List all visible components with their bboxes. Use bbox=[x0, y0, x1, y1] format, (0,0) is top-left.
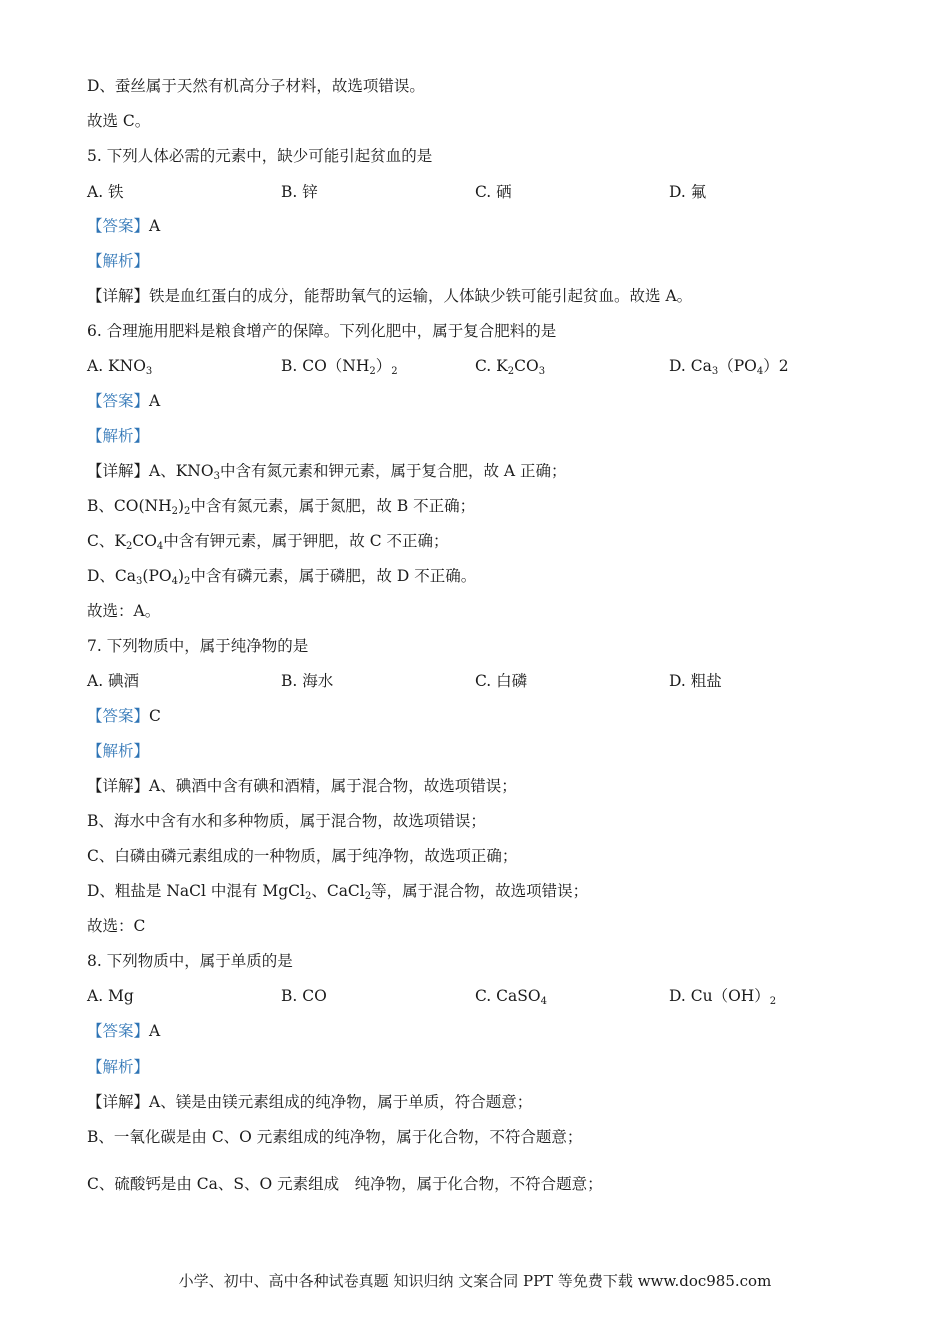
q5-answer bbox=[87, 216, 160, 236]
q6-option-a: A. $KNO_3$ bbox=[87, 357, 153, 377]
q7-detail-line-1: 【详解】A、碘酒中含有碘和酒精，属于混合物，故选项错误； bbox=[87, 777, 517, 795]
q5-option-d: D. 氟 bbox=[669, 183, 707, 201]
q7-answer bbox=[87, 706, 161, 726]
q7-conclusion: 故选：C bbox=[87, 917, 146, 935]
answer-tag: 【答案】 bbox=[87, 707, 150, 725]
q8-option-c: C. CaSO$_4$ bbox=[475, 987, 547, 1007]
q8-option-d: D. $Cu(OH)_2$ bbox=[669, 987, 777, 1007]
q7-option-d: D. 粗盐 bbox=[669, 672, 722, 690]
q6-detail-line-2: B、$CO(NH_2)_2$中含有氮元素，属于氮肥，故 B 不正确； bbox=[87, 497, 476, 517]
q4-option-d-explanation: D、蚕丝属于天然有机高分子材料，故选项错误。 bbox=[87, 77, 425, 95]
q8-stem: 8. 下列物质中，属于单质的是 bbox=[87, 952, 293, 970]
q8-detail-line-3: C、硫酸钙是由 Ca、S、O 元素组成 纯净物，属于化合物，不符合题意； bbox=[87, 1175, 603, 1193]
q8-answer bbox=[87, 1021, 160, 1041]
q6-answer bbox=[87, 391, 160, 411]
q7-detail-line-2: B、海水中含有水和多种物质，属于混合物，故选项错误； bbox=[87, 812, 486, 830]
q7-detail-line-3: C、白磷由磷元素组成的一种物质，属于纯净物，故选项正确； bbox=[87, 847, 518, 865]
q6-option-d: D. $Ca_3(PO_4)2$ bbox=[669, 357, 789, 377]
answer-value: C bbox=[149, 707, 161, 725]
detail-tag: 【详解】 bbox=[87, 287, 150, 305]
q8-detail-line-1: 【详解】A、镁是由镁元素组成的纯净物，属于单质，符合题意； bbox=[87, 1093, 533, 1111]
q6-conclusion: 故选：A。 bbox=[87, 602, 161, 620]
answer-value: A bbox=[149, 217, 161, 235]
q7-stem: 7. 下列物质中，属于纯净物的是 bbox=[87, 637, 309, 655]
answer-tag: 【答案】 bbox=[87, 217, 150, 235]
answer-value: A bbox=[149, 1022, 161, 1040]
q7-detail-line-4: D、粗盐是 NaCl 中混有 MgCl$_2$、CaCl$_2$等，属于混合物，故选项错误； bbox=[87, 882, 589, 902]
q5-detail bbox=[87, 286, 692, 306]
detail-text: 铁是血红蛋白的成分，能帮助氧气的运输，人体缺少铁可能引起贫血。故选 A。 bbox=[149, 287, 693, 305]
q6-option-c: C. $K_2CO_3$ bbox=[475, 357, 546, 377]
q5-option-a: A. 铁 bbox=[87, 183, 124, 201]
page-footer: 小学、初中、高中各种试卷真题 知识归纳 文案合同 PPT 等免费下载 www.doc985.com bbox=[178, 1272, 772, 1290]
q6-detail-line-4: D、$Ca_3(PO_4)_2$中含有磷元素，属于磷肥，故 D 不正确。 bbox=[87, 567, 477, 587]
q5-analysis-tag: 【解析】 bbox=[87, 252, 150, 270]
q6-detail-line-1: 【详解】A、$KNO_3$中含有氮元素和钾元素，属于复合肥，故 A 正确； bbox=[87, 462, 567, 482]
answer-tag: 【答案】 bbox=[87, 392, 150, 410]
q5-option-c: C. 硒 bbox=[475, 183, 512, 201]
q5-option-b: B. 锌 bbox=[281, 183, 318, 201]
q8-option-a: A. Mg bbox=[87, 987, 134, 1005]
q8-analysis-tag: 【解析】 bbox=[87, 1058, 150, 1076]
q4-conclusion: 故选 C。 bbox=[87, 112, 151, 130]
q7-analysis-tag: 【解析】 bbox=[87, 742, 150, 760]
q6-option-b: B. $CO(NH_2)_2$ bbox=[281, 357, 398, 377]
q7-option-b: B. 海水 bbox=[281, 672, 334, 690]
q7-option-a: A. 碘酒 bbox=[87, 672, 140, 690]
q8-detail-line-2: B、一氧化碳是由 C、O 元素组成的纯净物，属于化合物，不符合题意； bbox=[87, 1128, 583, 1146]
q5-stem: 5. 下列人体必需的元素中，缺少可能引起贫血的是 bbox=[87, 147, 433, 165]
q8-option-b: B. CO bbox=[281, 987, 327, 1005]
answer-tag: 【答案】 bbox=[87, 1022, 150, 1040]
q6-stem: 6. 合理施用肥料是粮食增产的保障。下列化肥中，属于复合肥料的是 bbox=[87, 322, 557, 340]
q7-option-c: C. 白磷 bbox=[475, 672, 528, 690]
q6-detail-line-3: C、$K_2CO_4$中含有钾元素，属于钾肥，故 C 不正确； bbox=[87, 532, 449, 552]
answer-value: A bbox=[149, 392, 161, 410]
q6-analysis-tag: 【解析】 bbox=[87, 427, 150, 445]
